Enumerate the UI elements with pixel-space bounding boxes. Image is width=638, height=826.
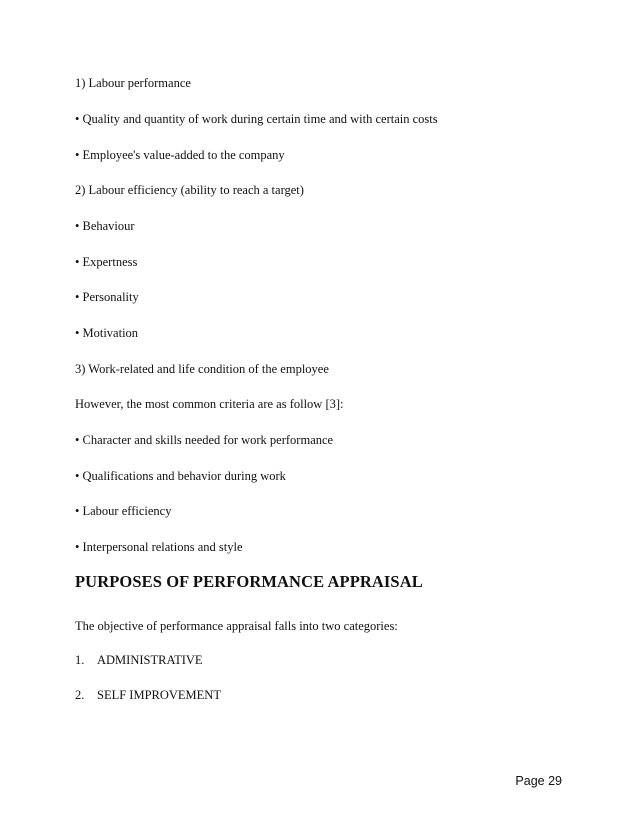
text-line: However, the most common criteria are as follow [3]: [75, 397, 344, 411]
bullet-line: • Personality [75, 290, 139, 304]
item-text: SELF IMPROVEMENT [97, 688, 221, 702]
bullet-line: • Character and skills needed for work performance [75, 433, 334, 447]
bullet-line: • Employee's value-added to the company [75, 148, 285, 162]
page-number: Page 29 [515, 774, 562, 788]
bullet-line: • Behaviour [75, 219, 135, 233]
item-text: ADMINISTRATIVE [97, 653, 203, 667]
bullet-line: • Quality and quantity of work during certain time and with certain costs [75, 112, 438, 126]
item-number: 1. [75, 653, 85, 667]
section-heading: PURPOSES OF PERFORMANCE APPRAISAL [75, 572, 423, 591]
numbered-item [75, 652, 203, 668]
intro-text: The objective of performance appraisal falls into two categories: [75, 619, 398, 633]
bullet-line: • Qualifications and behavior during work [75, 469, 286, 483]
bullet-line: • Motivation [75, 326, 139, 340]
text-line: 3) Work-related and life condition of the employee [75, 362, 329, 376]
item-number: 2. [75, 688, 85, 702]
bullet-line: • Interpersonal relations and style [75, 540, 243, 554]
numbered-item [75, 687, 221, 703]
bullet-line: • Labour efficiency [75, 504, 172, 518]
bullet-line: • Expertness [75, 255, 138, 269]
text-line: 1) Labour performance [75, 76, 191, 90]
text-line: 2) Labour efficiency (ability to reach a target) [75, 183, 304, 197]
